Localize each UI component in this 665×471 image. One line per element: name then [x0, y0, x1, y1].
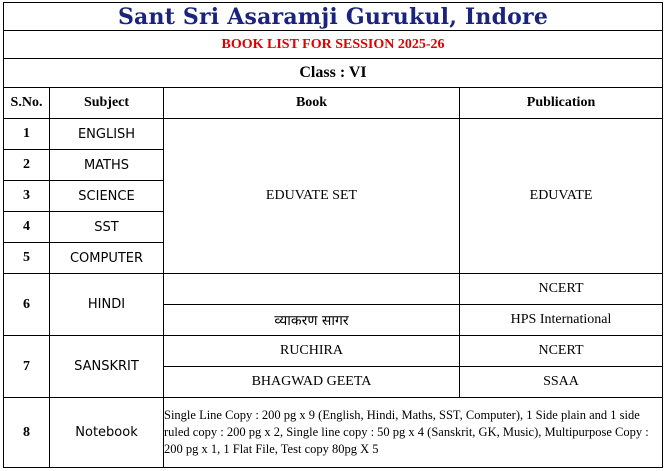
row-sno: 1	[4, 119, 50, 150]
row-subject: HINDI	[50, 274, 164, 336]
header-book: Book	[164, 88, 460, 119]
book-list-title: BOOK LIST FOR SESSION 2025-26	[4, 31, 663, 59]
sanskrit-book-2: BHAGWAD GEETA	[164, 367, 460, 398]
book-list-table	[3, 2, 663, 468]
eduvate-publication-cell: EDUVATE	[460, 119, 663, 274]
row-sno: 7	[4, 336, 50, 398]
table-row	[4, 336, 663, 367]
class-label: Class : VI	[4, 59, 663, 88]
row-subject: SST	[50, 212, 164, 243]
hindi-publication-2: HPS International	[460, 305, 663, 336]
row-subject: Notebook	[50, 398, 164, 468]
row-subject: MATHS	[50, 150, 164, 181]
sanskrit-publication-2: SSAA	[460, 367, 663, 398]
table-row	[4, 274, 663, 305]
header-sno: S.No.	[4, 88, 50, 119]
header-subject: Subject	[50, 88, 164, 119]
row-subject: SCIENCE	[50, 181, 164, 212]
row-sno: 4	[4, 212, 50, 243]
notebook-details: Single Line Copy : 200 pg x 9 (English, Hindi, Maths, SST, Computer), 1 Side plain and 1 side ruled copy : 200 pg x 2, Single line copy : 50 pg x 4 (Sanskrit, GK, Music), Multipurpose Copy : 200 pg x 1, 1 Flat File, Test copy 80pg X 5	[164, 398, 663, 468]
hindi-publication-1: NCERT	[460, 274, 663, 305]
sanskrit-publication-1: NCERT	[460, 336, 663, 367]
row-sno: 2	[4, 150, 50, 181]
row-sno: 8	[4, 398, 50, 468]
school-name: Sant Sri Asaramji Gurukul, Indore	[4, 3, 663, 31]
table-row	[4, 398, 663, 468]
header-row	[4, 88, 663, 119]
table-row	[4, 119, 663, 150]
row-subject: SANSKRIT	[50, 336, 164, 398]
sanskrit-book-1: RUCHIRA	[164, 336, 460, 367]
eduvate-book-cell: EDUVATE SET	[164, 119, 460, 274]
row-sno: 3	[4, 181, 50, 212]
row-sno: 6	[4, 274, 50, 336]
row-subject: ENGLISH	[50, 119, 164, 150]
hindi-book-1	[164, 274, 460, 305]
header-publication: Publication	[460, 88, 663, 119]
row-sno: 5	[4, 243, 50, 274]
hindi-book-2: व्याकरण सागर	[164, 305, 460, 336]
row-subject: COMPUTER	[50, 243, 164, 274]
